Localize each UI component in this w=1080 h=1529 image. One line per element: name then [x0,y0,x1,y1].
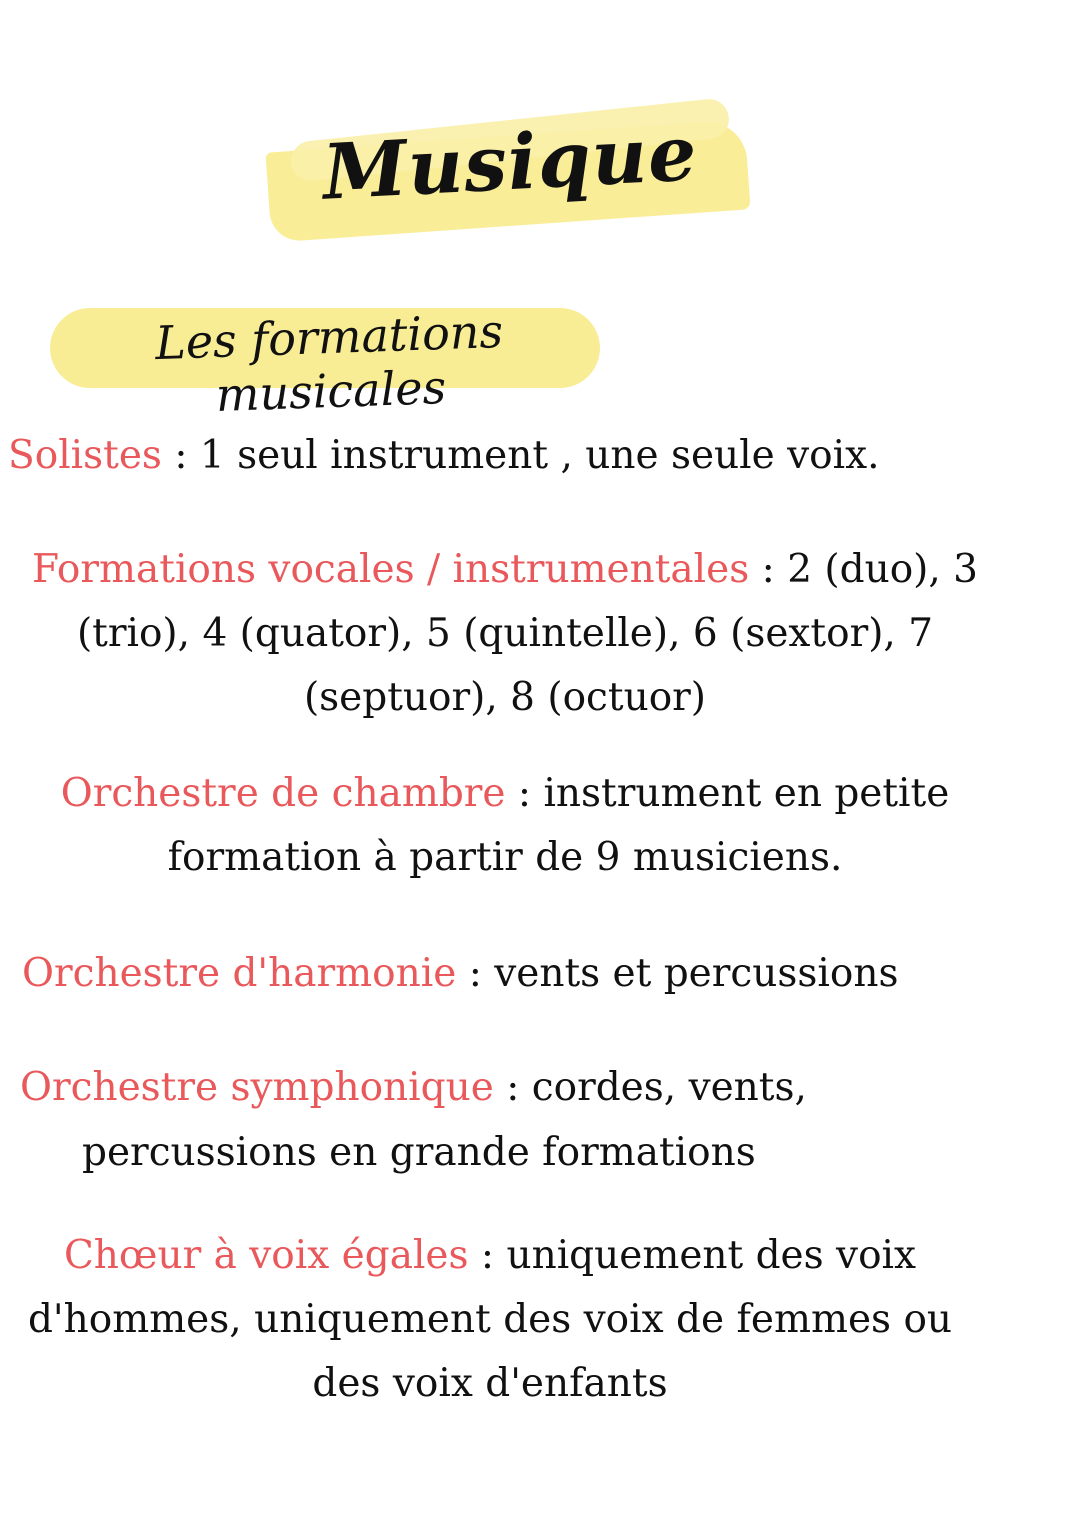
definition-symphonique [20,1056,920,1120]
separator: : [505,771,544,816]
definition-solistes [8,424,918,488]
term-choeur: Chœur à voix égales [63,1233,469,1278]
separator: : [493,1065,532,1110]
definition-symphonique-continued [82,1121,982,1185]
title-block [260,100,760,250]
definition-choeur [10,1224,970,1416]
term-solistes: Solistes [8,433,162,478]
definition-chambre [30,762,980,890]
definition-text: uniquement des voix d'hommes, uniquement des voix de femmes ou des voix d'enfants [27,1233,953,1406]
separator: : [749,547,788,592]
separator: : [468,1233,507,1278]
separator: : [456,951,495,996]
separator: : [161,433,200,478]
term-formations: Formations vocales / instrumentales [31,547,750,592]
definition-text: vents et percussions [494,951,899,996]
definition-text: 1 seul instrument , une seule voix. [199,433,880,478]
term-chambre: Orchestre de chambre [60,771,506,816]
term-symphonique: Orchestre symphonique [20,1065,494,1110]
definition-formations [10,538,1000,730]
definition-text-line2: percussions en grande formations [82,1130,756,1175]
definition-text: instrument en petite formation à partir de 9 musiciens. [167,771,950,880]
term-harmonie: Orchestre d'harmonie [22,951,457,996]
subtitle-block [50,298,610,422]
section-subtitle: Les formations musicales [154,303,504,422]
definition-text: 2 (duo), 3 (trio), 4 (quator), 5 (quintelle), 6 (sextor), 7 (septuor), 8 (octuor) [76,547,978,720]
page-title: Musique [320,108,700,217]
definition-text-line1: cordes, vents, [531,1065,807,1110]
definition-harmonie [22,942,962,1006]
